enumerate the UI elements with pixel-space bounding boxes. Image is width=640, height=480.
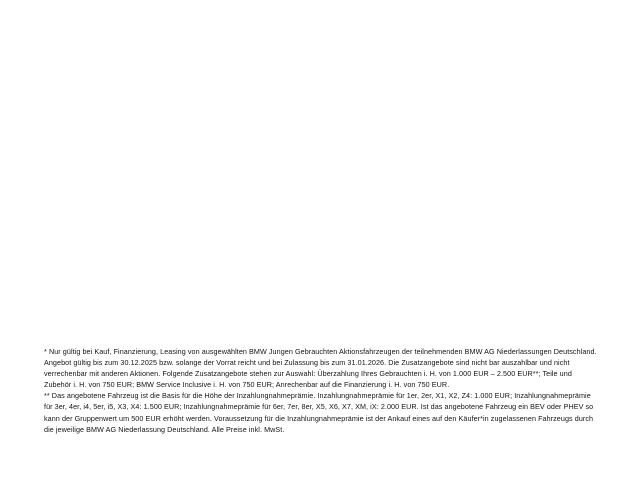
footnotes-block bbox=[44, 346, 600, 435]
footnote-asterisk: * Nur gültig bei Kauf, Finanzierung, Leasing von ausgewählten BMW Jungen Gebrauchten Aktionsfahrzeugen der teilnehmenden BMW AG Niederlassungen Deutschland. Angebot gültig bis zum 30.12.2025 bzw. solange der Vorrat reicht und bei Zulassung bis zum 31.01.2026. Die Zusatzangebote sind nicht bar auszahlbar und nicht verrechenbar mit anderen Aktionen. Folgende Zusatzangebote stehen zur Auswahl: Überzahlung Ihres Gebrauchten i. H. von 1.000 EUR – 2.500 EUR**; Teile und Zubehör i. H. von 750 EUR; BMW Service Inclusive i. H. von 750 EUR; Anrechenbar auf die Finanzierung i. H. von 750 EUR. bbox=[44, 347, 597, 390]
footnote-double-asterisk: ** Das angebotene Fahrzeug ist die Basis für die Höhe der Inzahlungnahmeprämie. Inzahlungnahmeprämie für 1er, 2er, X1, X2, Z4: 1.000 EUR; Inzahlungnahmeprämie für 3er, 4er, i4, 5er, i5, X3, X4: 1.500 EUR; Inzahlungnahmeprämie für 6er, 7er, 8er, X5, X6, X7, XM, iX: 2.000 EUR. Ist das angebotene Fahrzeug ein BEV oder PHEV so kann der Gruppenwert um 500 EUR erhöht werden. Voraussetzung für die Inzahlungnahmeprämie ist der Ankauf eines auf den Käufer*in zugelassenen Fahrzeugs durch die jeweilige BMW AG Niederlassung Deutschland. Alle Preise inkl. MwSt. bbox=[44, 391, 594, 434]
